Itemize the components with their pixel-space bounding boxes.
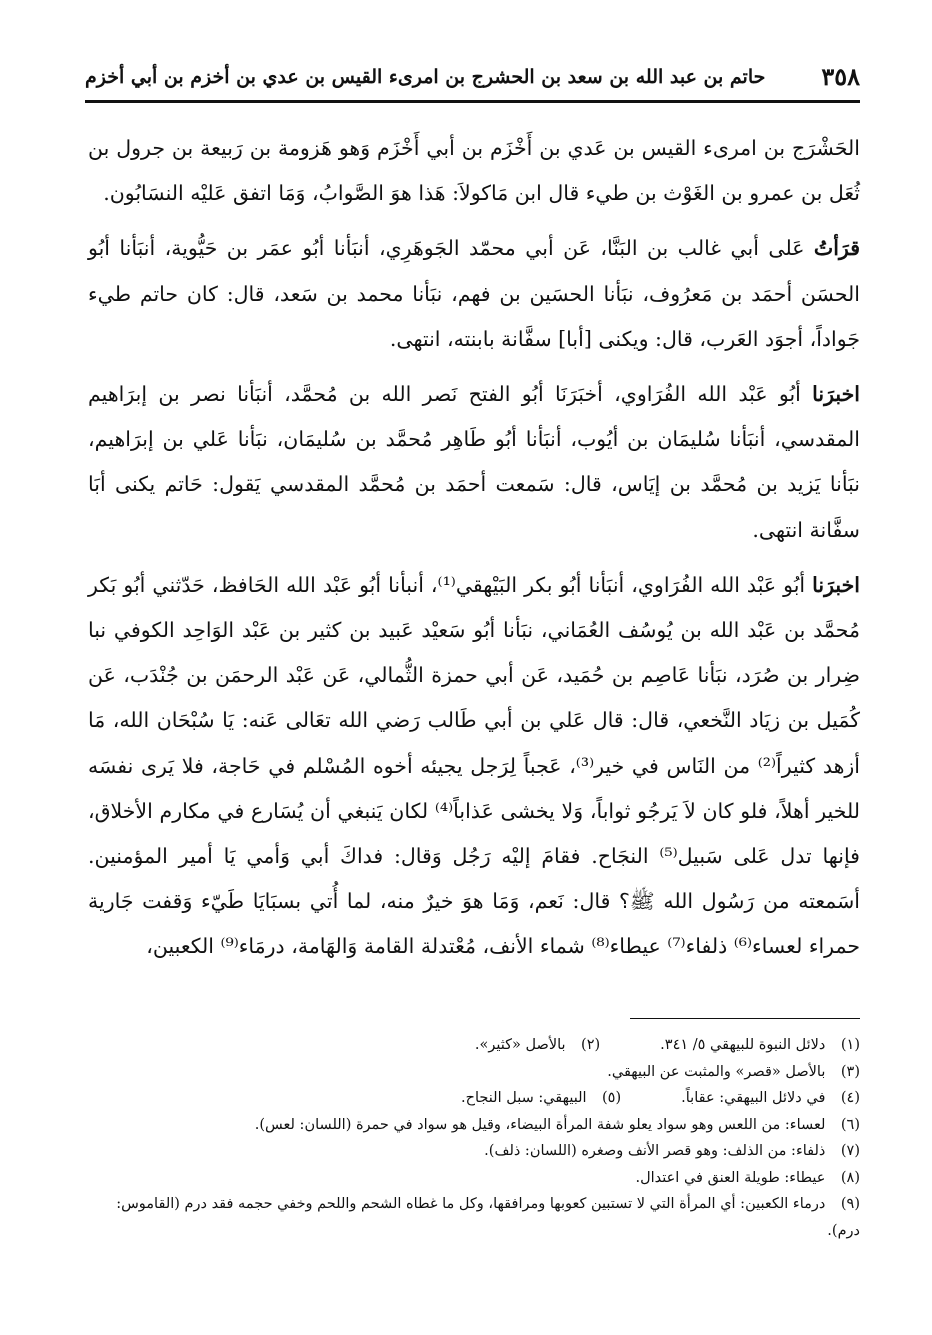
footnote-row-7 xyxy=(100,1138,860,1165)
paragraph-2-text: عَلى أبي غالب بن البَنَّا، عَن أبي محمّد الجَوهَرِي، أنبَأنا أبُو عمَر بن حَيُّوية، أنبَأنا أبُو الحسَن أحمَد بن مَعرُوف، نبَأنا الحسَين بن فهم، نبَأنا محمد بن سَعد، قال: كان حاتم طيء جَواداً، أجوَد العَرب، قال: ويكنى [أبا] سفَّانة بابنته، انتهى. xyxy=(88,236,860,351)
footnote-8-number: (٨) xyxy=(840,1169,860,1186)
footnote-3-number: (٣) xyxy=(840,1063,860,1080)
running-title: حاتم بن عبد الله بن سعد بن الحشرج بن امرىء القيس بن عدي بن أخزم بن أبي أخزم xyxy=(85,66,766,88)
footnote-9 xyxy=(100,1191,860,1244)
footnote-3-text: بالأصل «قصر» والمثبت عن البيهقي. xyxy=(607,1063,826,1080)
footnote-7-number: (٧) xyxy=(840,1143,860,1159)
page-header xyxy=(85,58,860,98)
footnote-6-number: (٦) xyxy=(840,1116,860,1133)
footnote-separator xyxy=(630,1018,860,1019)
paragraph-3-lead: اخبرَنا xyxy=(812,382,860,407)
footnote-8-text: عيطاء: طويلة العنق في اعتدال. xyxy=(635,1169,826,1186)
footnote-9-text: درماء الكعبين: أي المرأة التي لا تستبين كعوبها ومرافقها، وكل ما غطاه الشحم واللحم وخفي حجمه فقد درم (القاموس: درم). xyxy=(116,1196,860,1239)
paragraph-4 xyxy=(88,563,860,970)
footnote-5 xyxy=(461,1085,621,1112)
footnote-4-number: (٤) xyxy=(840,1090,860,1106)
paragraph-2-lead: قرَأتُ xyxy=(813,236,860,261)
footnotes xyxy=(100,1032,860,1244)
footnote-5-number: (٥) xyxy=(602,1090,622,1106)
main-text xyxy=(88,126,860,970)
footnote-3 xyxy=(607,1059,860,1086)
footnote-7-text: ذلفاء: من الذلف: وهو قصر الأنف وصغره (اللسان: ذلف). xyxy=(484,1143,826,1159)
footnote-2-number: (٢) xyxy=(581,1037,601,1053)
footnote-9-number: (٩) xyxy=(840,1196,860,1212)
footnote-1-text: دلائل النبوة للبيهقي ٥/ ٣٤١. xyxy=(660,1037,826,1053)
footnote-2 xyxy=(475,1032,600,1059)
footnote-row-3 xyxy=(100,1059,860,1086)
footnote-6-text: لعساء: من اللعس وهو سواد يعلو شفة المرأة البيضاء، وقيل هو سواد في حمرة (اللسان: لعس). xyxy=(254,1116,826,1133)
footnote-row-9 xyxy=(100,1191,860,1244)
paragraph-3-text: أبُو عَبْد الله الفُرَاوي، أخبَرَنَا أبُو الفتح نَصر الله بن مُحمَّد، أنبَأنا نصر بن إبرَاهيم المقدسي، أنبَأنا سُليمَان بن أيُوب، أنبَأنا أبُو طَاهِر مُحمَّد بن سُليمَان، نبَأنا عَلي بن إبرَاهيم، نبَأنا يَزيد بن مُحمَّد بن إيَاس، قال: سَمعت أحمَد بن مُحمَّد المقدسي يَقول: حَاتم يكنى أبَا سفَّانة انتهى. xyxy=(88,382,860,542)
paragraph-3 xyxy=(88,372,860,553)
paragraph-2 xyxy=(88,226,860,362)
page-number: ٣٥٨ xyxy=(821,62,860,91)
footnote-2-text: بالأصل «كثير». xyxy=(474,1037,566,1053)
footnote-4-text: في دلائل البيهقي: عقاباً. xyxy=(681,1090,826,1106)
footnote-4 xyxy=(681,1085,860,1112)
footnote-6 xyxy=(255,1112,860,1139)
paragraph-4-lead: اخبرَنا xyxy=(812,572,860,597)
header-rule xyxy=(85,100,860,103)
paragraph-4-text: أبُو عَبْد الله الفُرَاوي، أنبَأنا أبُو بكر البَيْهقي⁽¹⁾، أنبأنا أبُو عَبْد الله الحَافظ، حَدّثني أبُو بَكر مُحمَّد بن عَبْد الله بن يُوسُف العُمَاني، نبَأنا أبُو سَعيْد عَبيد بن كثير بن عَبْد الوَاحِد الكوفي نبا ضِرار بن صُرَد، نبَأنا عَاصِم بن حُمَيد، عَن أبي حمزة الثُّمالي، عَن عَبْد الرحمَن بن جُنْدَب، عَن كُمَيل بن زيَاد النَّخعي، قال: قال عَلي بن أبي طَالب رَضي الله تعَالى عَنه: يَا سُبْحَان الله، مَا أزهد كثيراً⁽²⁾ من النَاس في خير⁽³⁾، عَجباً لِرَجل يجيئه أخوه المُسْلم في حَاجة، فلا يَرى نفسَه للخير أهلاً، فلو كان لاَ يَرجُو ثواباً، وَلا يخشى عَذاباً⁽⁴⁾ لكان يَنبغي أن يُسَارع في مكارم الأخلاق، فإنها تدل عَلى سَبيل⁽⁵⁾ النجَاح. فقامَ إليْه رَجُل وَقال: فداكَ أبي وَأمي يَا أمير المؤمنين. أسَمعته من رَسُول الله ﷺ؟ قال: نَعم، وَمَا هوَ خيرٌ منه، لما أُتي بسبَايَا طَيّء وَقفت جَارية حمراء لعساء⁽⁶⁾ ذلفاء⁽⁷⁾ عيطاء⁽⁸⁾ شماء الأنف، مُعْتدلة القامة وَالهَامة، درمَاء⁽⁹⁾ الكعبين، xyxy=(88,572,860,959)
paragraph-1-text: الحَشْرَج بن امرىء القيس بن عَدي بن أَخْزَم بن أبي أَخْزَم وَهو هَزومة بن رَبيعة بن جرول بن ثُعَل بن عمرو بن الغَوْث بن طيء قال ابن مَاكولاَ: هَذا هوَ الصَّوابُ، وَمَا اتفق عَليْه النسَابُون. xyxy=(88,136,860,206)
footnote-5-text: البيهقي: سبل النجاح. xyxy=(461,1090,587,1106)
footnote-1-number: (١) xyxy=(840,1037,860,1053)
footnote-row-6 xyxy=(100,1112,860,1139)
footnote-row-4 xyxy=(100,1085,860,1112)
footnote-7 xyxy=(484,1138,860,1165)
footnote-8 xyxy=(636,1165,861,1192)
paragraph-1 xyxy=(88,126,860,216)
footnote-row-8 xyxy=(100,1165,860,1192)
footnote-1 xyxy=(660,1032,860,1059)
footnote-row-1 xyxy=(100,1032,860,1059)
